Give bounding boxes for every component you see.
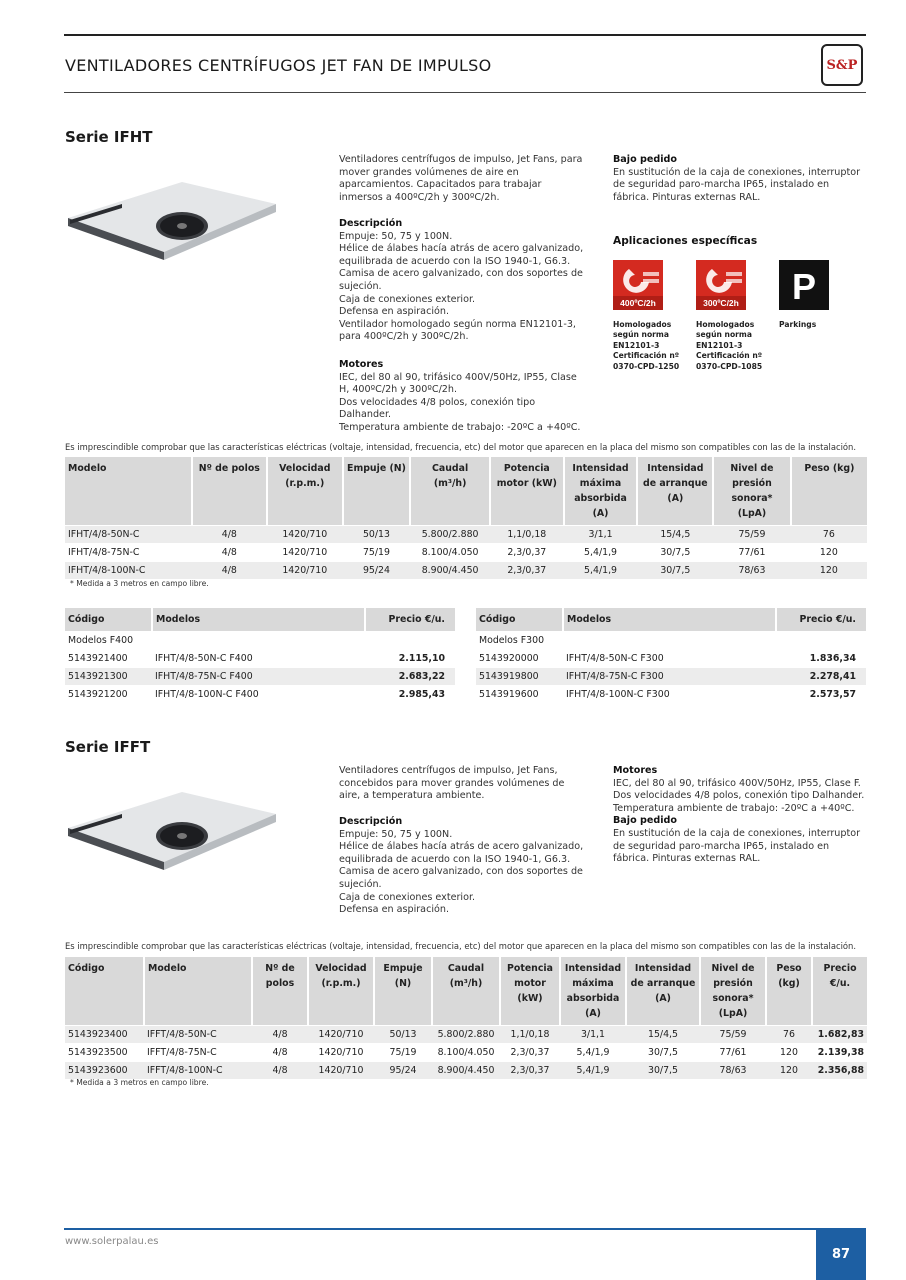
header-rule (64, 92, 866, 93)
ifft-electrical-note: Es imprescindible comprobar que las características eléctricas (voltaje, intensidad, frecuencia, etc) del motor que aparecen en la placa del mismo son compatibles con las de la instalación. (65, 941, 856, 951)
cell: 4/8 (192, 544, 267, 562)
ifft-desc-line: Defensa en aspiración. (339, 904, 450, 916)
col-header: Peso (kg) (791, 457, 867, 526)
cell-code: 5143923600 (65, 1062, 144, 1080)
cell: 2,3/0,37 (500, 1044, 560, 1062)
cell: 5,4/1,9 (564, 562, 638, 580)
col-header: Caudal (m³/h) (432, 957, 500, 1026)
cell: 76 (791, 526, 867, 544)
cell: 3/1,1 (564, 526, 638, 544)
ifht-price-table-f300 (476, 608, 866, 703)
app-caption (696, 320, 762, 372)
cell: 2,3/0,37 (490, 544, 564, 562)
cell: 120 (791, 544, 867, 562)
cell-model: IFFT/4/8-100N-C (144, 1062, 252, 1080)
app-300c (696, 260, 762, 372)
website-link[interactable]: www.solerpalau.es (65, 1236, 159, 1247)
caption-line: Homologados (696, 320, 755, 329)
cell: 1420/710 (267, 544, 343, 562)
table-header-row (476, 608, 866, 632)
cell: 8.100/4.050 (432, 1044, 500, 1062)
caption-line: Certificación nº (696, 351, 763, 361)
cell-model: IFHT/4/8-75N-C F400 (152, 668, 365, 686)
cell: 77/61 (700, 1044, 766, 1062)
cell: 30/7,5 (637, 562, 713, 580)
app-400c (613, 260, 679, 372)
cell: 95/24 (374, 1062, 432, 1080)
col-header: Caudal (m³/h) (410, 457, 490, 526)
cell: 1420/710 (308, 1026, 374, 1044)
ifht-motores-line: Temperatura ambiente de trabajo: -20ºC a +40ºC. (339, 421, 581, 433)
cell-model: IFHT/4/8-100N-C F400 (152, 686, 365, 704)
caption-line: Certificación nº (613, 351, 680, 361)
cell: 1420/710 (267, 562, 343, 580)
ifft-description (339, 816, 587, 917)
cell: 8.900/4.450 (410, 562, 490, 580)
caption-line: EN12101-3 (613, 340, 660, 350)
ifft-desc-line: Caja de conexiones exterior. (339, 891, 476, 903)
ifht-intro: Ventiladores centrífugos de impulso, Jet Fans, para mover grandes volúmenes de aire en aparcamientos. Capacitados para trabajar inmersos a 400ºC/2h y 300ºC/2h. (339, 154, 583, 203)
cell: 75/19 (343, 544, 411, 562)
cell-price: 2.985,43 (365, 686, 455, 704)
table-row (65, 632, 455, 650)
cell-price: 2.139,38 (812, 1044, 867, 1062)
cell: 95/24 (343, 562, 411, 580)
col-header: Intensidad máxima absorbida (A) (560, 957, 626, 1026)
app-caption (613, 320, 679, 372)
group-label: Modelos F400 (65, 632, 455, 650)
cell-model: IFHT/4/8-100N-C F300 (563, 686, 776, 704)
cell: 1420/710 (308, 1044, 374, 1062)
page-number (816, 1228, 866, 1280)
ifft-bajo-title: Bajo pedido (613, 815, 677, 827)
caption-line: EN12101-3 (696, 340, 743, 350)
product-image-ifht (62, 160, 282, 270)
ifht-price-table-f400 (65, 608, 455, 703)
product-image-ifft (62, 770, 282, 880)
table-header-row (65, 457, 867, 526)
ifht-bajo-title: Bajo pedido (613, 154, 677, 165)
cell: 4/8 (192, 526, 267, 544)
cell: 3/1,1 (560, 1026, 626, 1044)
cell: 2,3/0,37 (500, 1062, 560, 1080)
col-header: Intensidad de arranque (A) (626, 957, 700, 1026)
col-header: Intensidad máxima absorbida (A) (564, 457, 638, 526)
col-header: Intensidad de arranque (A) (637, 457, 713, 526)
ifft-motores (613, 765, 868, 866)
cell: 1420/710 (308, 1062, 374, 1080)
cell: 30/7,5 (637, 544, 713, 562)
ifft-desc-title: Descripción (339, 816, 403, 827)
table-row (65, 544, 867, 562)
cell-model: IFHT/4/8-100N-C (65, 562, 192, 580)
logo-text: S&P (826, 57, 858, 73)
col-header: Modelo (65, 457, 192, 526)
page-title: VENTILADORES CENTRÍFUGOS JET FAN DE IMPULSO (65, 56, 492, 75)
ifht-desc-line: Camisa de acero galvanizado, con dos soportes de sujeción. (339, 268, 583, 292)
ifft-bajo-text: En sustitución de la caja de conexiones, interruptor de seguridad paro-marcha IP65, instalado en fábrica. Pinturas externas RAL. (613, 827, 861, 865)
table-row (65, 686, 455, 704)
ifht-bajo-text: En sustitución de la caja de conexiones, interruptor de seguridad paro-marcha IP65, instalado en fábrica. Pinturas externas RAL. (613, 166, 861, 203)
cell-price: 1.682,83 (812, 1026, 867, 1044)
cell: 78/63 (700, 1062, 766, 1080)
ifft-footnote: * Medida a 3 metros en campo libre. (70, 1078, 209, 1087)
table-row (476, 650, 866, 668)
table-row (65, 1044, 867, 1062)
cell: 76 (766, 1026, 812, 1044)
cell-code: 5143921300 (65, 668, 152, 686)
cell-model: IFHT/4/8-75N-C F300 (563, 668, 776, 686)
cell: 5.800/2.880 (410, 526, 490, 544)
fire-300-icon (696, 260, 746, 310)
ifft-desc-line: Camisa de acero galvanizado, con dos soportes de sujeción. (339, 866, 583, 890)
fire-400-icon (613, 260, 663, 310)
table-header-row (65, 957, 867, 1026)
caption-line: Homologados (613, 320, 672, 329)
table-row (65, 562, 867, 580)
series-title-ifht: Serie IFHT (65, 128, 153, 146)
cell-price: 2.573,57 (776, 686, 866, 704)
table-row (476, 632, 866, 650)
col-header: Modelos (152, 608, 365, 632)
ifft-motores-line: Dos velocidades 4/8 polos, conexión tipo Dalhander. (613, 790, 865, 802)
ifft-desc-line: Hélice de álabes hacía atrás de acero galvanizado, equilibrada de acuerdo con la ISO 1940-1, G6.3. (339, 841, 584, 865)
cell: 120 (766, 1044, 812, 1062)
table-row (65, 668, 455, 686)
page-number-text: 87 (831, 1246, 851, 1262)
ifht-description (339, 218, 584, 344)
col-header: Modelo (144, 957, 252, 1026)
top-rule (64, 34, 866, 36)
col-header: Empuje (N) (343, 457, 411, 526)
cell-code: 5143923500 (65, 1044, 144, 1062)
ifft-motores-line: Temperatura ambiente de trabajo: -20ºC a +40ºC. (613, 802, 855, 814)
col-header: Velocidad (r.p.m.) (308, 957, 374, 1026)
col-header: Código (65, 957, 144, 1026)
cell: 120 (766, 1062, 812, 1080)
parking-icon (779, 260, 829, 310)
col-header: Modelos (563, 608, 776, 632)
ifht-desc-line: Ventilador homologado según norma EN12101-3, para 400ºC/2h y 300ºC/2h. (339, 318, 576, 343)
col-header: Nivel de presión sonora* (LpA) (713, 457, 790, 526)
cell-code: 5143921200 (65, 686, 152, 704)
caption-line: según norma (613, 330, 669, 340)
table-row (65, 650, 455, 668)
caption-line: Parkings (779, 320, 817, 329)
cell: 5,4/1,9 (564, 544, 638, 562)
col-header: Precio €/u. (365, 608, 455, 632)
caption-line: 0370-CPD-1250 (613, 361, 680, 371)
caption-line: 0370-CPD-1085 (696, 361, 763, 371)
table-row (65, 1026, 867, 1044)
cell: 50/13 (343, 526, 411, 544)
col-header: Nº de polos (252, 957, 308, 1026)
col-header: Nivel de presión sonora* (LpA) (700, 957, 766, 1026)
cell: 8.900/4.450 (432, 1062, 500, 1080)
apps-title: Aplicaciones específicas (613, 235, 758, 247)
col-header: Precio €/u. (812, 957, 867, 1026)
ifht-motores-title: Motores (339, 359, 384, 370)
table-row (65, 526, 867, 544)
ifht-desc-line: Hélice de álabes hacía atrás de acero galvanizado, equilibrada de acuerdo con la ISO 1940-1, G6.3. (339, 243, 584, 267)
cell-code: 5143921400 (65, 650, 152, 668)
cell-model: IFHT/4/8-50N-C (65, 526, 192, 544)
cell-price: 2.683,22 (365, 668, 455, 686)
table-row (476, 686, 866, 704)
app-badge-label: 300ºC/2h (703, 298, 739, 308)
ifht-motores (339, 359, 589, 435)
table-row (476, 668, 866, 686)
cell: 5,4/1,9 (560, 1062, 626, 1080)
ifft-spec-table (65, 957, 867, 1079)
col-header: Velocidad (r.p.m.) (267, 457, 343, 526)
caption-line: según norma (696, 330, 752, 340)
col-header: Precio €/u. (776, 608, 866, 632)
sp-logo (821, 44, 863, 86)
app-parking (779, 260, 829, 330)
ifht-motores-line: IEC, del 80 al 90, trifásico 400V/50Hz, IP55, Clase H, 400ºC/2h y 300ºC/2h. (339, 371, 577, 396)
col-header: Peso (kg) (766, 957, 812, 1026)
ifht-desc-line: Empuje: 50, 75 y 100N. (339, 230, 453, 242)
ifht-desc-line: Defensa en aspiración. (339, 306, 450, 318)
ifht-motores-line: Dos velocidades 4/8 polos, conexión tipo Dalhander. (339, 396, 536, 421)
cell: 1,1/0,18 (500, 1026, 560, 1044)
cell: 75/59 (700, 1026, 766, 1044)
table-row (65, 1062, 867, 1080)
series-title-ifft: Serie IFFT (65, 738, 151, 756)
cell: 2,3/0,37 (490, 562, 564, 580)
ifft-desc-line: Empuje: 50, 75 y 100N. (339, 828, 453, 840)
col-header: Código (476, 608, 563, 632)
app-badge-label: 400ºC/2h (620, 298, 656, 308)
cell-model: IFFT/4/8-50N-C (144, 1026, 252, 1044)
col-header: Nº de polos (192, 457, 267, 526)
ifht-footnote: * Medida a 3 metros en campo libre. (70, 579, 209, 588)
cell-model: IFHT/4/8-50N-C F400 (152, 650, 365, 668)
cell: 5,4/1,9 (560, 1044, 626, 1062)
ifft-intro: Ventiladores centrífugos de impulso, Jet Fans, concebidos para mover grandes volúmenes de aire, a temperatura ambiente. (339, 765, 565, 802)
ifht-spec-table (65, 457, 867, 579)
cell-code: 5143923400 (65, 1026, 144, 1044)
cell: 5.800/2.880 (432, 1026, 500, 1044)
cell-price: 2.356,88 (812, 1062, 867, 1080)
cell-model: IFHT/4/8-75N-C (65, 544, 192, 562)
cell: 4/8 (252, 1044, 308, 1062)
col-header: Potencia motor (kW) (500, 957, 560, 1026)
cell: 1,1/0,18 (490, 526, 564, 544)
cell-price: 2.278,41 (776, 668, 866, 686)
parking-letter: P (791, 266, 817, 307)
cell: 4/8 (192, 562, 267, 580)
ifht-desc-title: Descripción (339, 218, 403, 229)
ifft-motores-title: Motores (613, 765, 658, 776)
app-caption (779, 320, 829, 330)
cell-code: 5143919800 (476, 668, 563, 686)
col-header: Código (65, 608, 152, 632)
table-header-row (65, 608, 455, 632)
cell: 75/59 (713, 526, 790, 544)
cell-model: IFHT/4/8-50N-C F300 (563, 650, 776, 668)
cell-code: 5143919600 (476, 686, 563, 704)
cell: 4/8 (252, 1026, 308, 1044)
cell-price: 2.115,10 (365, 650, 455, 668)
cell: 78/63 (713, 562, 790, 580)
cell: 4/8 (252, 1062, 308, 1080)
cell: 15/4,5 (637, 526, 713, 544)
cell-code: 5143920000 (476, 650, 563, 668)
col-header: Empuje (N) (374, 957, 432, 1026)
cell: 1420/710 (267, 526, 343, 544)
cell: 30/7,5 (626, 1062, 700, 1080)
ifht-electrical-note: Es imprescindible comprobar que las características eléctricas (voltaje, intensidad, frecuencia, etc) del motor que aparecen en la placa del mismo son compatibles con las de la instalación. (65, 442, 856, 452)
col-header: Potencia motor (kW) (490, 457, 564, 526)
ifht-desc-line: Caja de conexiones exterior. (339, 293, 476, 305)
footer-rule (64, 1228, 866, 1230)
ifht-bajo-pedido (613, 154, 868, 204)
cell: 30/7,5 (626, 1044, 700, 1062)
ifft-motores-line: IEC, del 80 al 90, trifásico 400V/50Hz, IP55, Clase F. (613, 777, 861, 789)
cell: 8.100/4.050 (410, 544, 490, 562)
cell: 75/19 (374, 1044, 432, 1062)
cell: 15/4,5 (626, 1026, 700, 1044)
cell: 120 (791, 562, 867, 580)
cell: 50/13 (374, 1026, 432, 1044)
cell-model: IFFT/4/8-75N-C (144, 1044, 252, 1062)
cell-price: 1.836,34 (776, 650, 866, 668)
cell: 77/61 (713, 544, 790, 562)
group-label: Modelos F300 (476, 632, 866, 650)
